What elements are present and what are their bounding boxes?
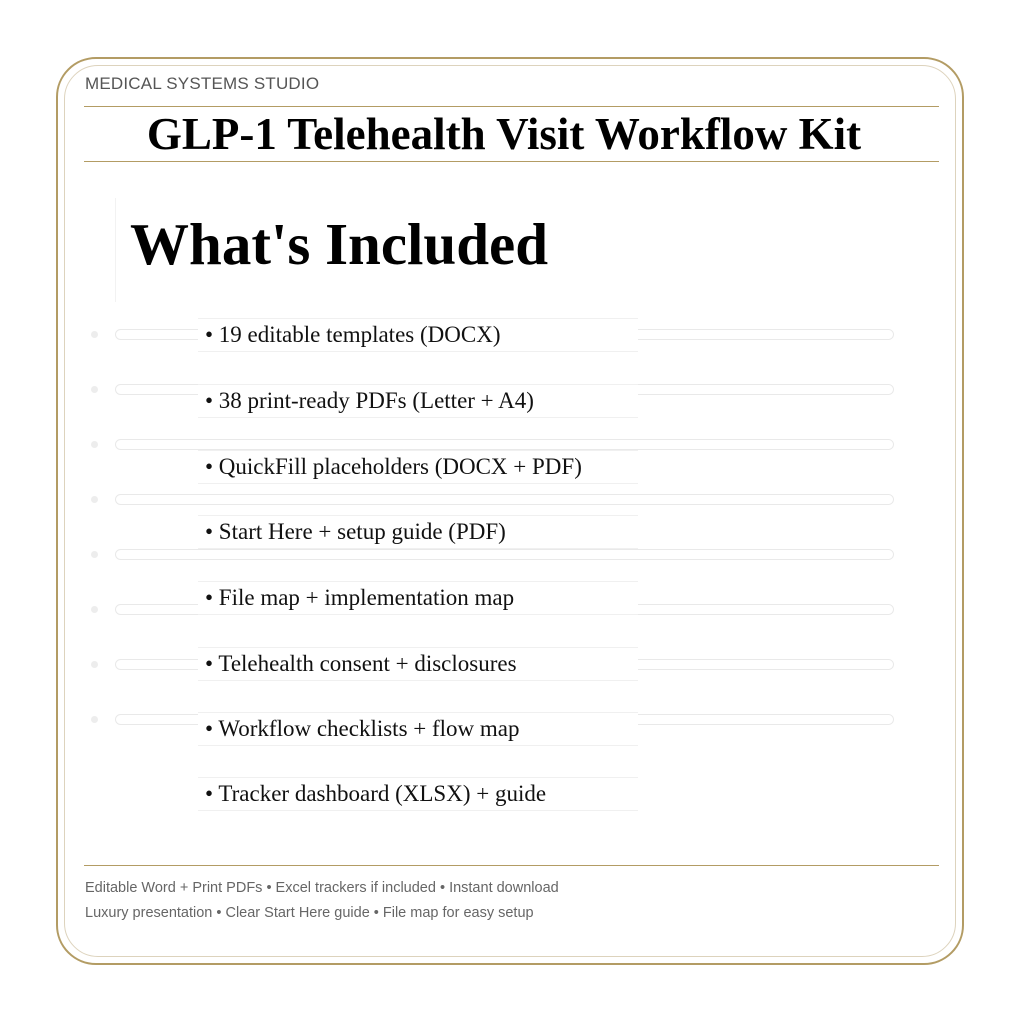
list-item-label: • Workflow checklists + flow map [205, 716, 520, 741]
list-item-label: • 19 editable templates (DOCX) [205, 322, 501, 347]
list-item-label: • File map + implementation map [205, 585, 515, 610]
footer-line: Luxury presentation • Clear Start Here guide • File map for easy setup [85, 905, 534, 921]
placeholder-dot [91, 551, 98, 558]
footer-line: Editable Word + Print PDFs • Excel trackers if included • Instant download [85, 880, 559, 896]
list-item-label: • Start Here + setup guide (PDF) [205, 519, 506, 544]
heading-panel [95, 198, 116, 302]
placeholder-dot [91, 331, 98, 338]
list-item-label: • Telehealth consent + disclosures [205, 651, 517, 676]
list-item-label: • Tracker dashboard (XLSX) + guide [205, 781, 547, 806]
placeholder-dot [91, 386, 98, 393]
brand-label: MEDICAL SYSTEMS STUDIO [85, 74, 320, 93]
list-item-label: • 38 print-ready PDFs (Letter + A4) [205, 388, 534, 413]
list-item [198, 318, 638, 352]
title-divider [84, 161, 939, 162]
placeholder-bar [115, 494, 894, 505]
list-item [198, 712, 638, 746]
list-item [198, 777, 638, 811]
placeholder-bar [115, 439, 894, 450]
section-heading: What's Included [130, 211, 549, 277]
placeholder-dot [91, 441, 98, 448]
list-item-label: • QuickFill placeholders (DOCX + PDF) [205, 454, 582, 479]
list-item [198, 515, 638, 549]
page-title: GLP-1 Telehealth Visit Workflow Kit [146, 109, 862, 159]
list-item [198, 647, 638, 681]
card-inner-border [64, 65, 956, 957]
placeholder-dot [91, 716, 98, 723]
placeholder-dot [91, 606, 98, 613]
placeholder-bar [115, 549, 894, 560]
list-item [198, 581, 638, 615]
placeholder-dot [91, 496, 98, 503]
list-item [198, 384, 638, 418]
placeholder-dot [91, 661, 98, 668]
list-item [198, 450, 638, 484]
footer-divider [84, 865, 939, 866]
